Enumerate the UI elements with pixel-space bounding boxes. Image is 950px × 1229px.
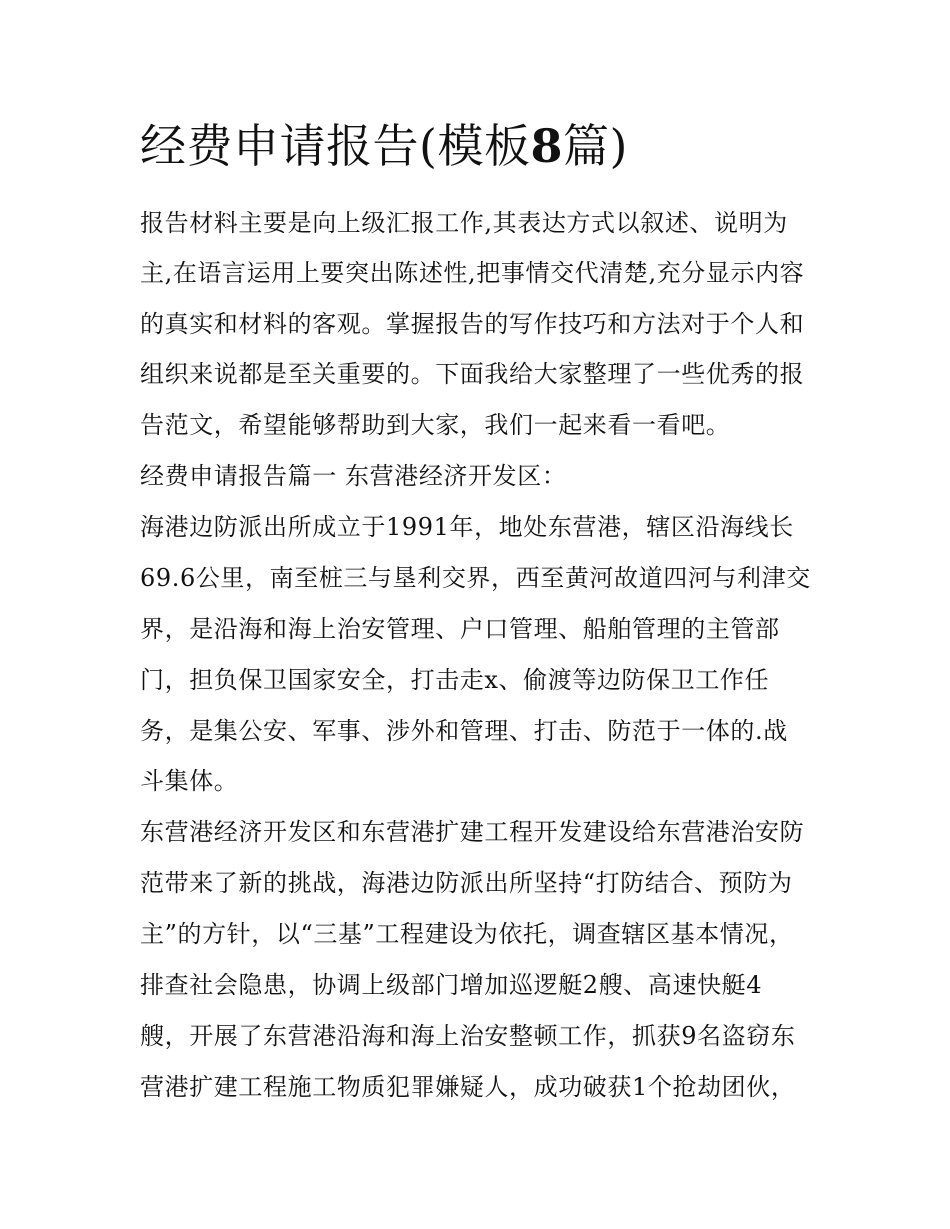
paragraph-line: 主”的方针，以“三基”工程建设为依托，调查辖区基本情况，	[140, 920, 794, 948]
paragraph-line: 海港边防派出所成立于1991年，地处东营港，辖区沿海线长	[140, 513, 794, 541]
paragraph-line: 营港扩建工程施工物质犯罪嫌疑人，成功破获1个抢劫团伙，	[140, 1073, 796, 1101]
paragraph-line: 务，是集公安、军事、涉外和管理、打击、防范于一体的.战	[140, 717, 788, 745]
paragraph-line: 主,在语言运用上要突出陈述性,把事情交代清楚,充分显示内容	[140, 259, 805, 287]
paragraph-line: 界，是沿海和海上治安管理、户口管理、船舶管理的主管部	[140, 615, 780, 643]
section-heading: 经费申请报告篇一 东营港经济开发区：	[140, 462, 567, 490]
paragraph-line: 排查社会隐患，协调上级部门增加巡逻艇2艘、高速快艇4	[140, 971, 763, 999]
paragraph-line: 门，担负保卫国家安全，打击走x、偷渡等边防保卫工作任	[140, 666, 770, 694]
paragraph-line: 艘，开展了东营港沿海和海上治安整顿工作，抓获9名盗窃东	[140, 1022, 796, 1050]
paragraph-line: 范带来了新的挑战，海港边防派出所坚持“打防结合、预防为	[140, 869, 793, 897]
paragraph-line: 组织来说都是至关重要的。下面我给大家整理了一些优秀的报	[140, 360, 805, 388]
document-title: 经费申请报告(模板8篇)	[140, 119, 628, 173]
paragraph-line: 的真实和材料的客观。掌握报告的写作技巧和方法对于个人和	[140, 310, 805, 338]
paragraph-line: 东营港经济开发区和东营港扩建工程开发建设给东营港治安防	[140, 818, 805, 846]
paragraph-line: 报告材料主要是向上级汇报工作,其表达方式以叙述、说明为	[140, 209, 788, 237]
paragraph-line: 69.6公里，南至桩三与垦利交界，西至黄河故道四河与利津交	[140, 564, 811, 592]
paragraph-line: 告范文，希望能够帮助到大家，我们一起来看一看吧。	[140, 411, 731, 439]
paragraph-line: 斗集体。	[140, 767, 239, 795]
